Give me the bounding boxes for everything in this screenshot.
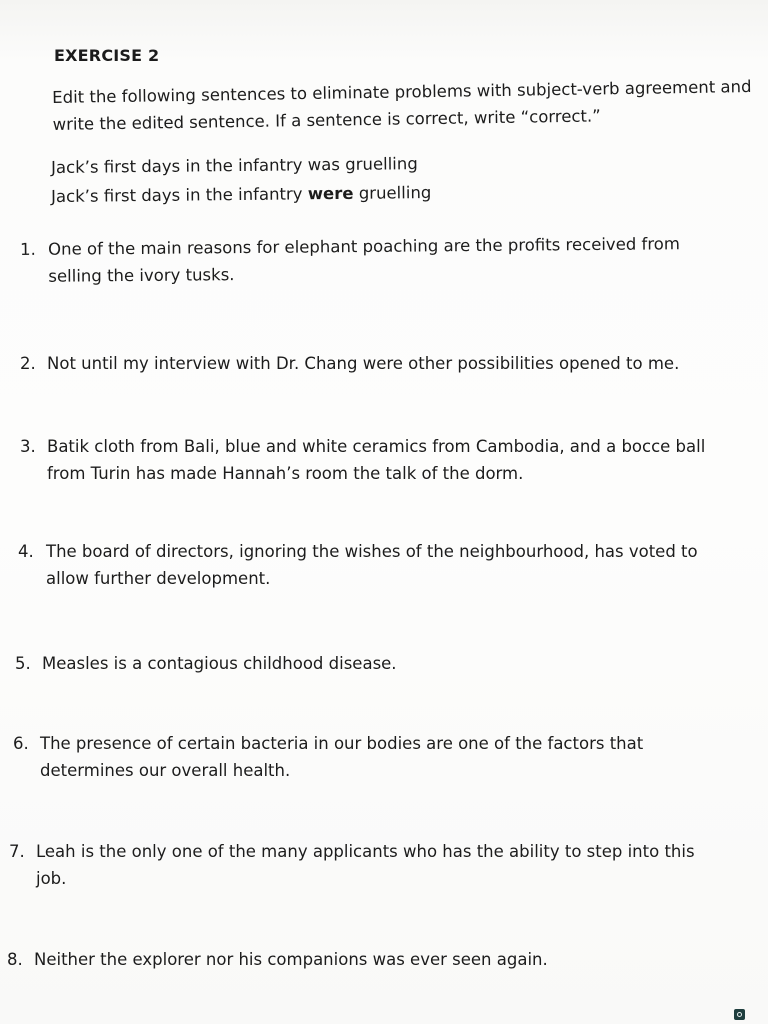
list-item-number: 1. <box>20 239 36 259</box>
list-item <box>13 730 713 784</box>
example-edited-bold-verb: were <box>307 183 354 204</box>
exercise-title: EXERCISE 2 <box>54 46 160 65</box>
list-item-text: Batik cloth from Bali, blue and white ceramics from Cambodia, and a bocce ball from Turin has made Hannah’s room the talk of the dorm. <box>47 437 706 483</box>
list-item-text: Not until my interview with Dr. Chang were other possibilities opened to me. <box>47 354 680 373</box>
list-item-number: 4. <box>18 542 34 561</box>
list-item-text: One of the main reasons for elephant poaching are the profits received from selling the ivory tusks. <box>48 234 681 286</box>
list-item <box>15 650 715 677</box>
exercise-instructions: Edit the following sentences to eliminate problems with subject-verb agreement and write the edited sentence. If a sentence is correct, write “correct.” <box>52 77 752 134</box>
list-item-number: 8. <box>7 950 23 969</box>
list-item-number: 5. <box>15 654 31 673</box>
list-item <box>20 230 720 290</box>
list-item <box>18 538 728 592</box>
list-item <box>7 946 707 973</box>
example-original-sentence: Jack’s first days in the infantry was gruelling <box>51 154 418 177</box>
list-item <box>20 350 720 377</box>
example-edited-sentence <box>51 183 431 206</box>
list-item <box>9 838 719 892</box>
list-item-text: The presence of certain bacteria in our bodies are one of the factors that determines our overall health. <box>40 734 644 780</box>
list-item-text: Neither the explorer nor his companions was ever seen again. <box>34 950 548 969</box>
list-item-text: Leah is the only one of the many applicants who has the ability to step into this job. <box>36 842 695 888</box>
list-item-number: 2. <box>20 354 36 373</box>
list-item <box>20 433 720 487</box>
list-item-text: The board of directors, ignoring the wishes of the neighbourhood, has voted to allow further development. <box>46 542 698 588</box>
list-item-number: 3. <box>20 437 36 456</box>
list-item-text: Measles is a contagious childhood disease. <box>42 654 397 673</box>
list-item-number: 7. <box>9 842 25 861</box>
example-edited-before: Jack’s first days in the infantry <box>51 184 308 206</box>
example-edited-after: gruelling <box>353 183 432 203</box>
list-item-number: 6. <box>13 734 29 753</box>
scanner-logo-icon <box>734 1009 745 1020</box>
